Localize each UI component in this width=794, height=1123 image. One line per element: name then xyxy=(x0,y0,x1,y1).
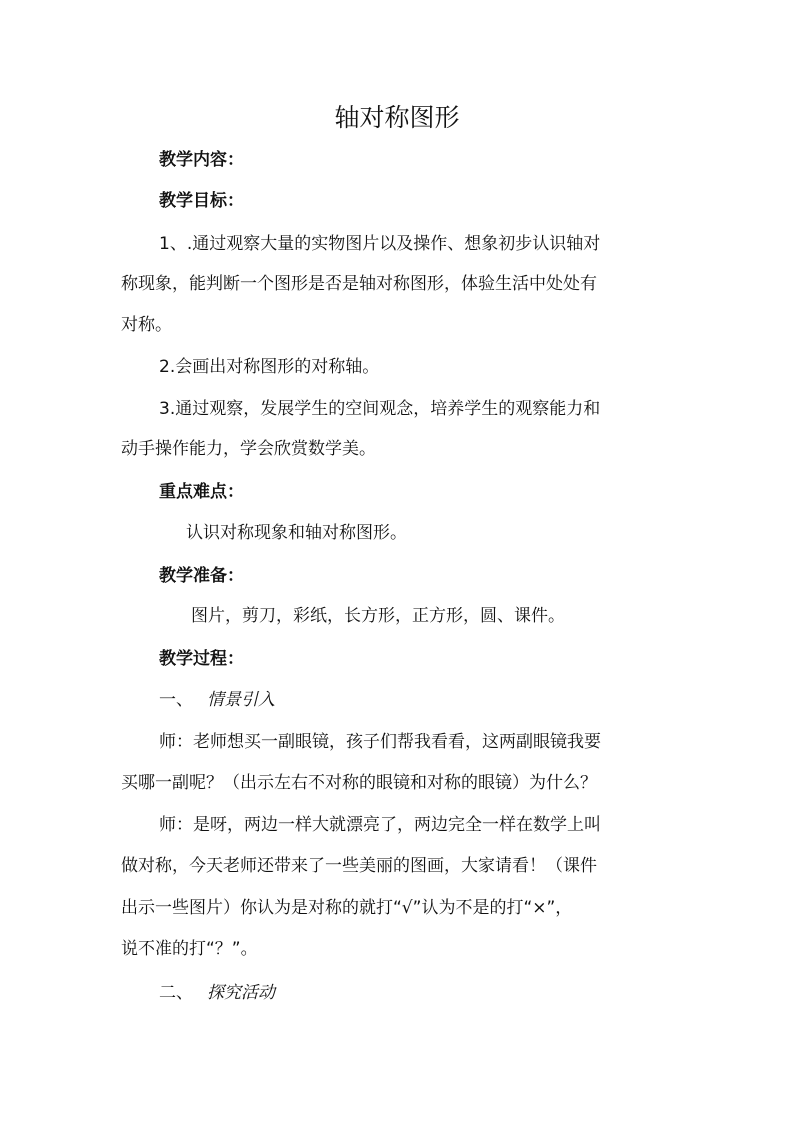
heading-key-points: 重点难点： xyxy=(159,482,244,502)
paragraph-line: 动手操作能力，学会欣赏数学美。 xyxy=(121,439,376,459)
paragraph-line: 买哪一副呢？（出示左右不对称的眼镜和对称的眼镜）为什么？ xyxy=(121,773,597,793)
section-number: 一、 xyxy=(159,690,193,710)
paragraph-line: 3.通过观察，发展学生的空间观念，培养学生的观察能力和 xyxy=(159,399,601,419)
section-title-exploration: 探究活动 xyxy=(207,983,275,1003)
heading-preparation: 教学准备： xyxy=(159,566,244,586)
paragraph-line: 出示一些图片）你认为是对称的就打“√”认为不是的打“×”， xyxy=(121,898,573,918)
document-title: 轴对称图形 xyxy=(334,103,460,132)
paragraph-line: 称现象，能判断一个图形是否是轴对称图形，体验生活中处处有 xyxy=(121,274,597,294)
paragraph-line: 师：是呀，两边一样大就漂亮了，两边完全一样在数学上叫 xyxy=(159,815,601,835)
paragraph-line: 说不准的打“？”。 xyxy=(121,939,258,959)
paragraph-line: 认识对称现象和轴对称图形。 xyxy=(186,523,407,543)
paragraph-line: 2.会画出对称图形的对称轴。 xyxy=(159,357,380,377)
paragraph-line: 1、.通过观察大量的实物图片以及操作、想象初步认识轴对 xyxy=(159,234,601,254)
heading-teaching-goals: 教学目标： xyxy=(159,191,244,211)
paragraph-line: 师：老师想买一副眼镜，孩子们帮我看看，这两副眼镜我要 xyxy=(159,732,601,752)
paragraph-line: 图片，剪刀，彩纸，长方形，正方形，圆、课件。 xyxy=(191,606,565,626)
heading-teaching-process: 教学过程： xyxy=(159,649,244,669)
heading-teaching-content: 教学内容： xyxy=(159,150,244,170)
section-title-scenario: 情景引入 xyxy=(207,690,275,710)
section-number: 二、 xyxy=(159,983,193,1003)
paragraph-line: 对称。 xyxy=(121,315,172,335)
paragraph-line: 做对称，今天老师还带来了一些美丽的图画，大家请看！（课件 xyxy=(121,856,597,876)
